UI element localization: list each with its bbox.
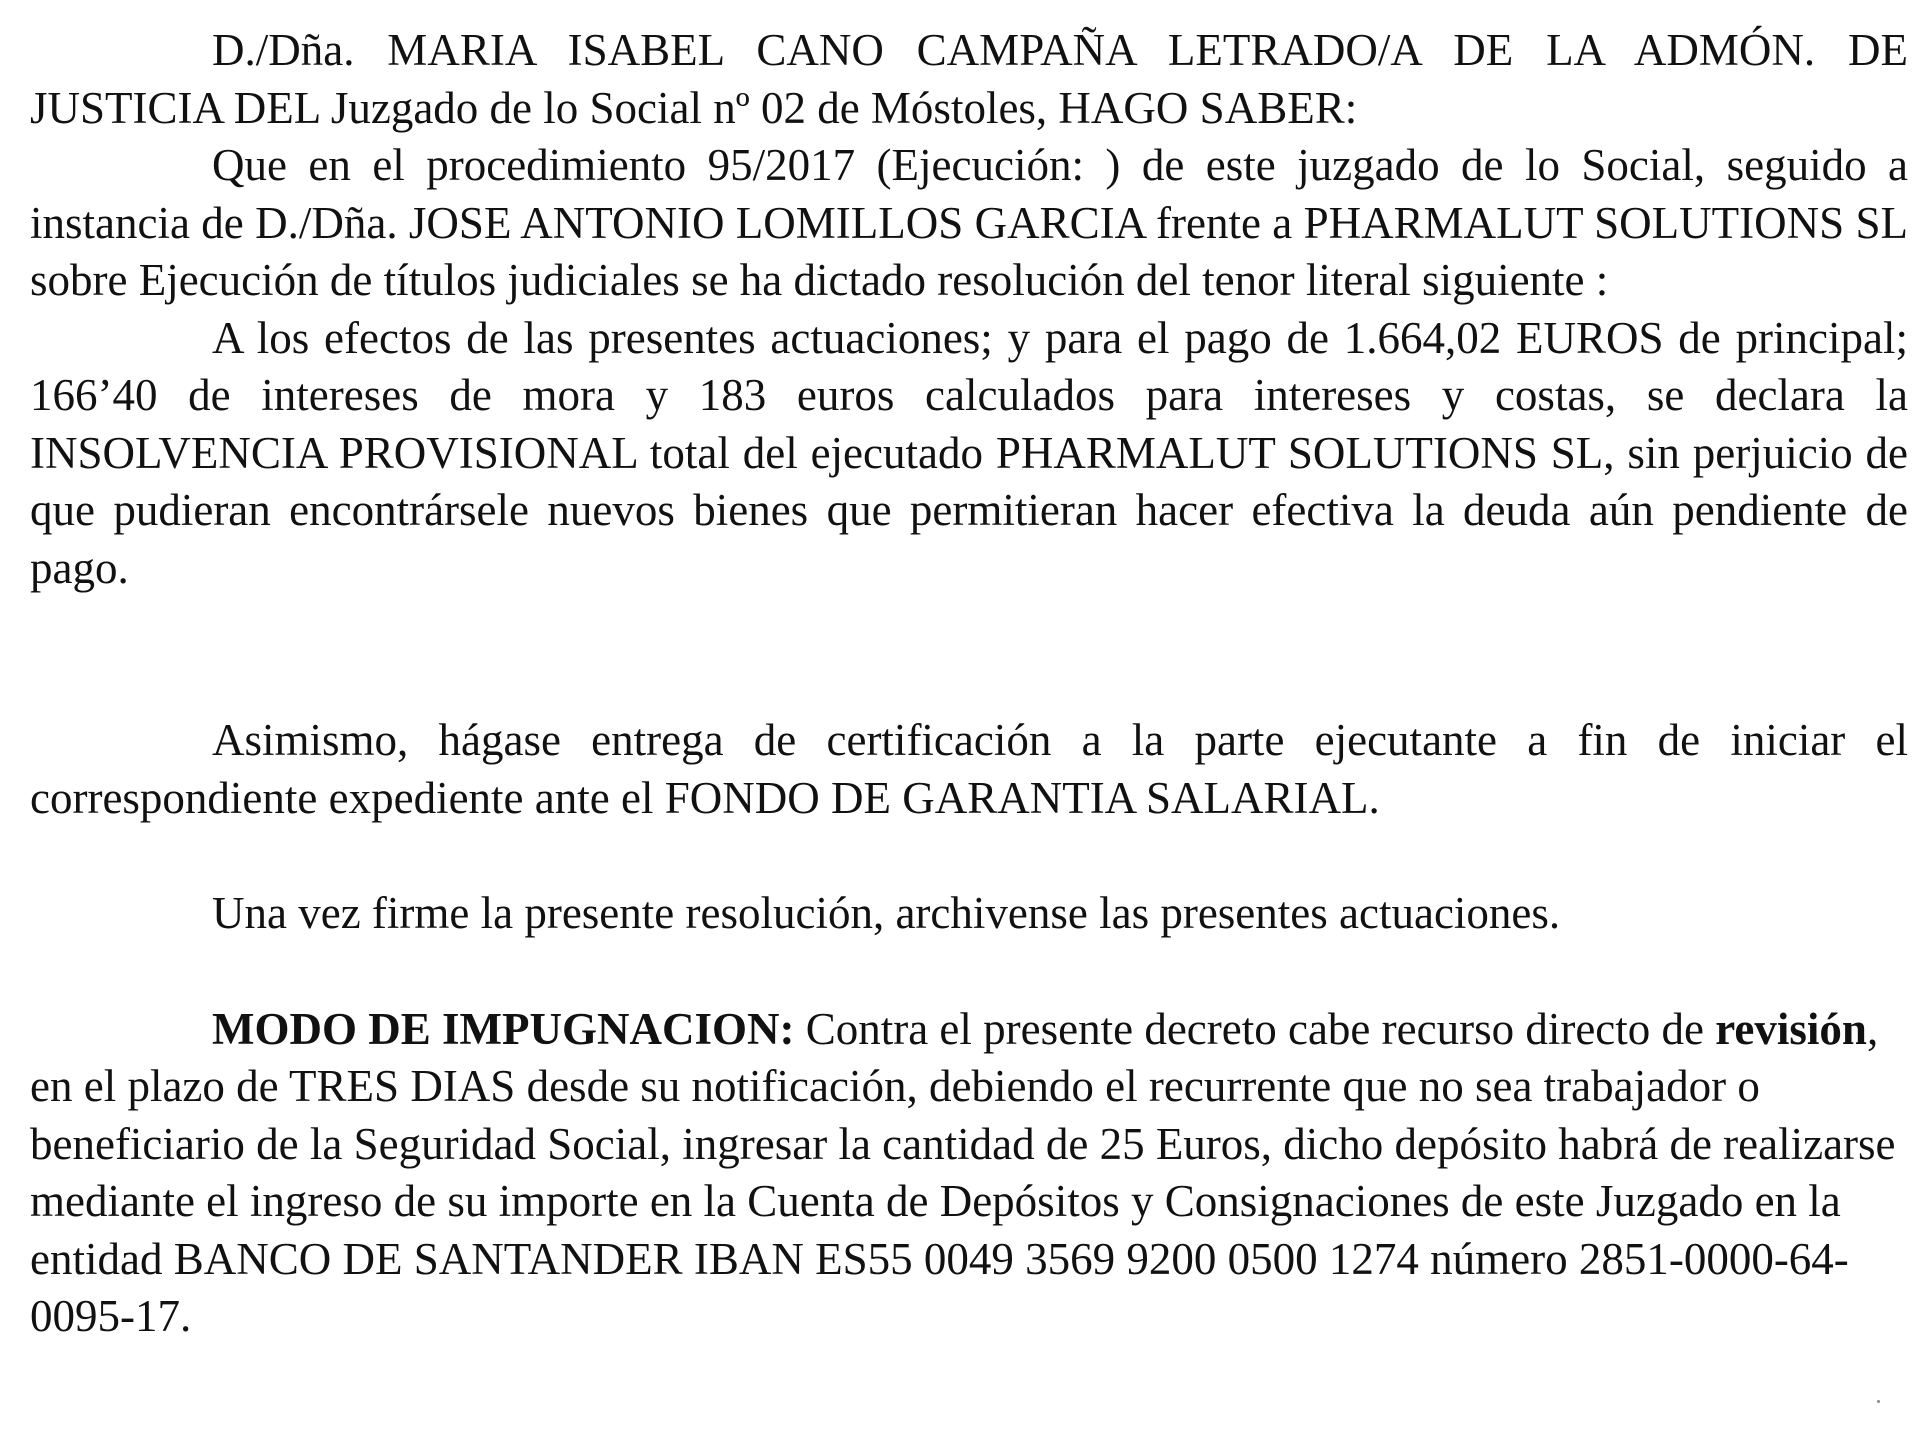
spacer (30, 943, 1908, 1001)
archive-paragraph: Una vez firme la presente resolución, archivense las presentes actuaciones. (212, 888, 1561, 938)
spacer (30, 827, 1908, 885)
impugnation-text-part-1: Contra el presente decreto cabe recurso directo de (794, 1003, 1716, 1054)
certification-paragraph: Asimismo, hágase entrega de certificación a la parte ejecutante a fin de iniciar el correspondiente expediente ante el FONDO DE GARANTIA SALARIAL. (30, 715, 1908, 823)
procedure-paragraph: Que en el procedimiento 95/2017 (Ejecución: ) de este juzgado de lo Social, seguido a instancia de D./Dña. JOSE ANTONIO LOMILLOS GARCIA frente a PHARMALUT SOLUTIONS SL sobre Ejecución de títulos judiciales se ha dictado resolución del tenor literal siguiente : (30, 140, 1908, 305)
impugnation-text-part-2: , en el plazo de TRES DIAS desde su notificación, debiendo el recurrente que no sea trabajador o beneficiario de la Seguridad Social, ingresar la cantidad de 25 Euros, dicho depósito habrá de realizarse mediante el ingreso de su importe en la Cuenta de Depósitos y Consignaciones de este Juzgado en la entidad BANCO DE SANTANDER IBAN ES55 0049 3569 9200 0500 1274 número 2851-0000-64-0095-17. (30, 1003, 1896, 1341)
document-body (30, 22, 1908, 1346)
insolvency-paragraph: A los efectos de las presentes actuaciones; y para el pago de 1.664,02 EUROS de principal; 166’40 de intereses de mora y 183 euros calculados para intereses y costas, se declara la INSOLVENCIA PROVISIONAL total del ejecutado PHARMALUT SOLUTIONS SL, sin perjuicio de que pudieran encontrársele nuevos bienes que permitieran hacer efectiva la deuda aún pendiente de pago. (30, 312, 1908, 593)
revision-bold-word: revisión (1715, 1003, 1867, 1054)
impugnation-heading: MODO DE IMPUGNACION: (212, 1003, 795, 1054)
header-paragraph: D./Dña. MARIA ISABEL CANO CAMPAÑA LETRADO/A DE LA ADMÓN. DE JUSTICIA DEL Juzgado de lo Social nº 02 de Móstoles, HAGO SABER: (30, 25, 1908, 133)
scan-speck (1877, 1400, 1880, 1403)
impugnation-paragraph (30, 1001, 1908, 1346)
spacer (30, 597, 1908, 712)
